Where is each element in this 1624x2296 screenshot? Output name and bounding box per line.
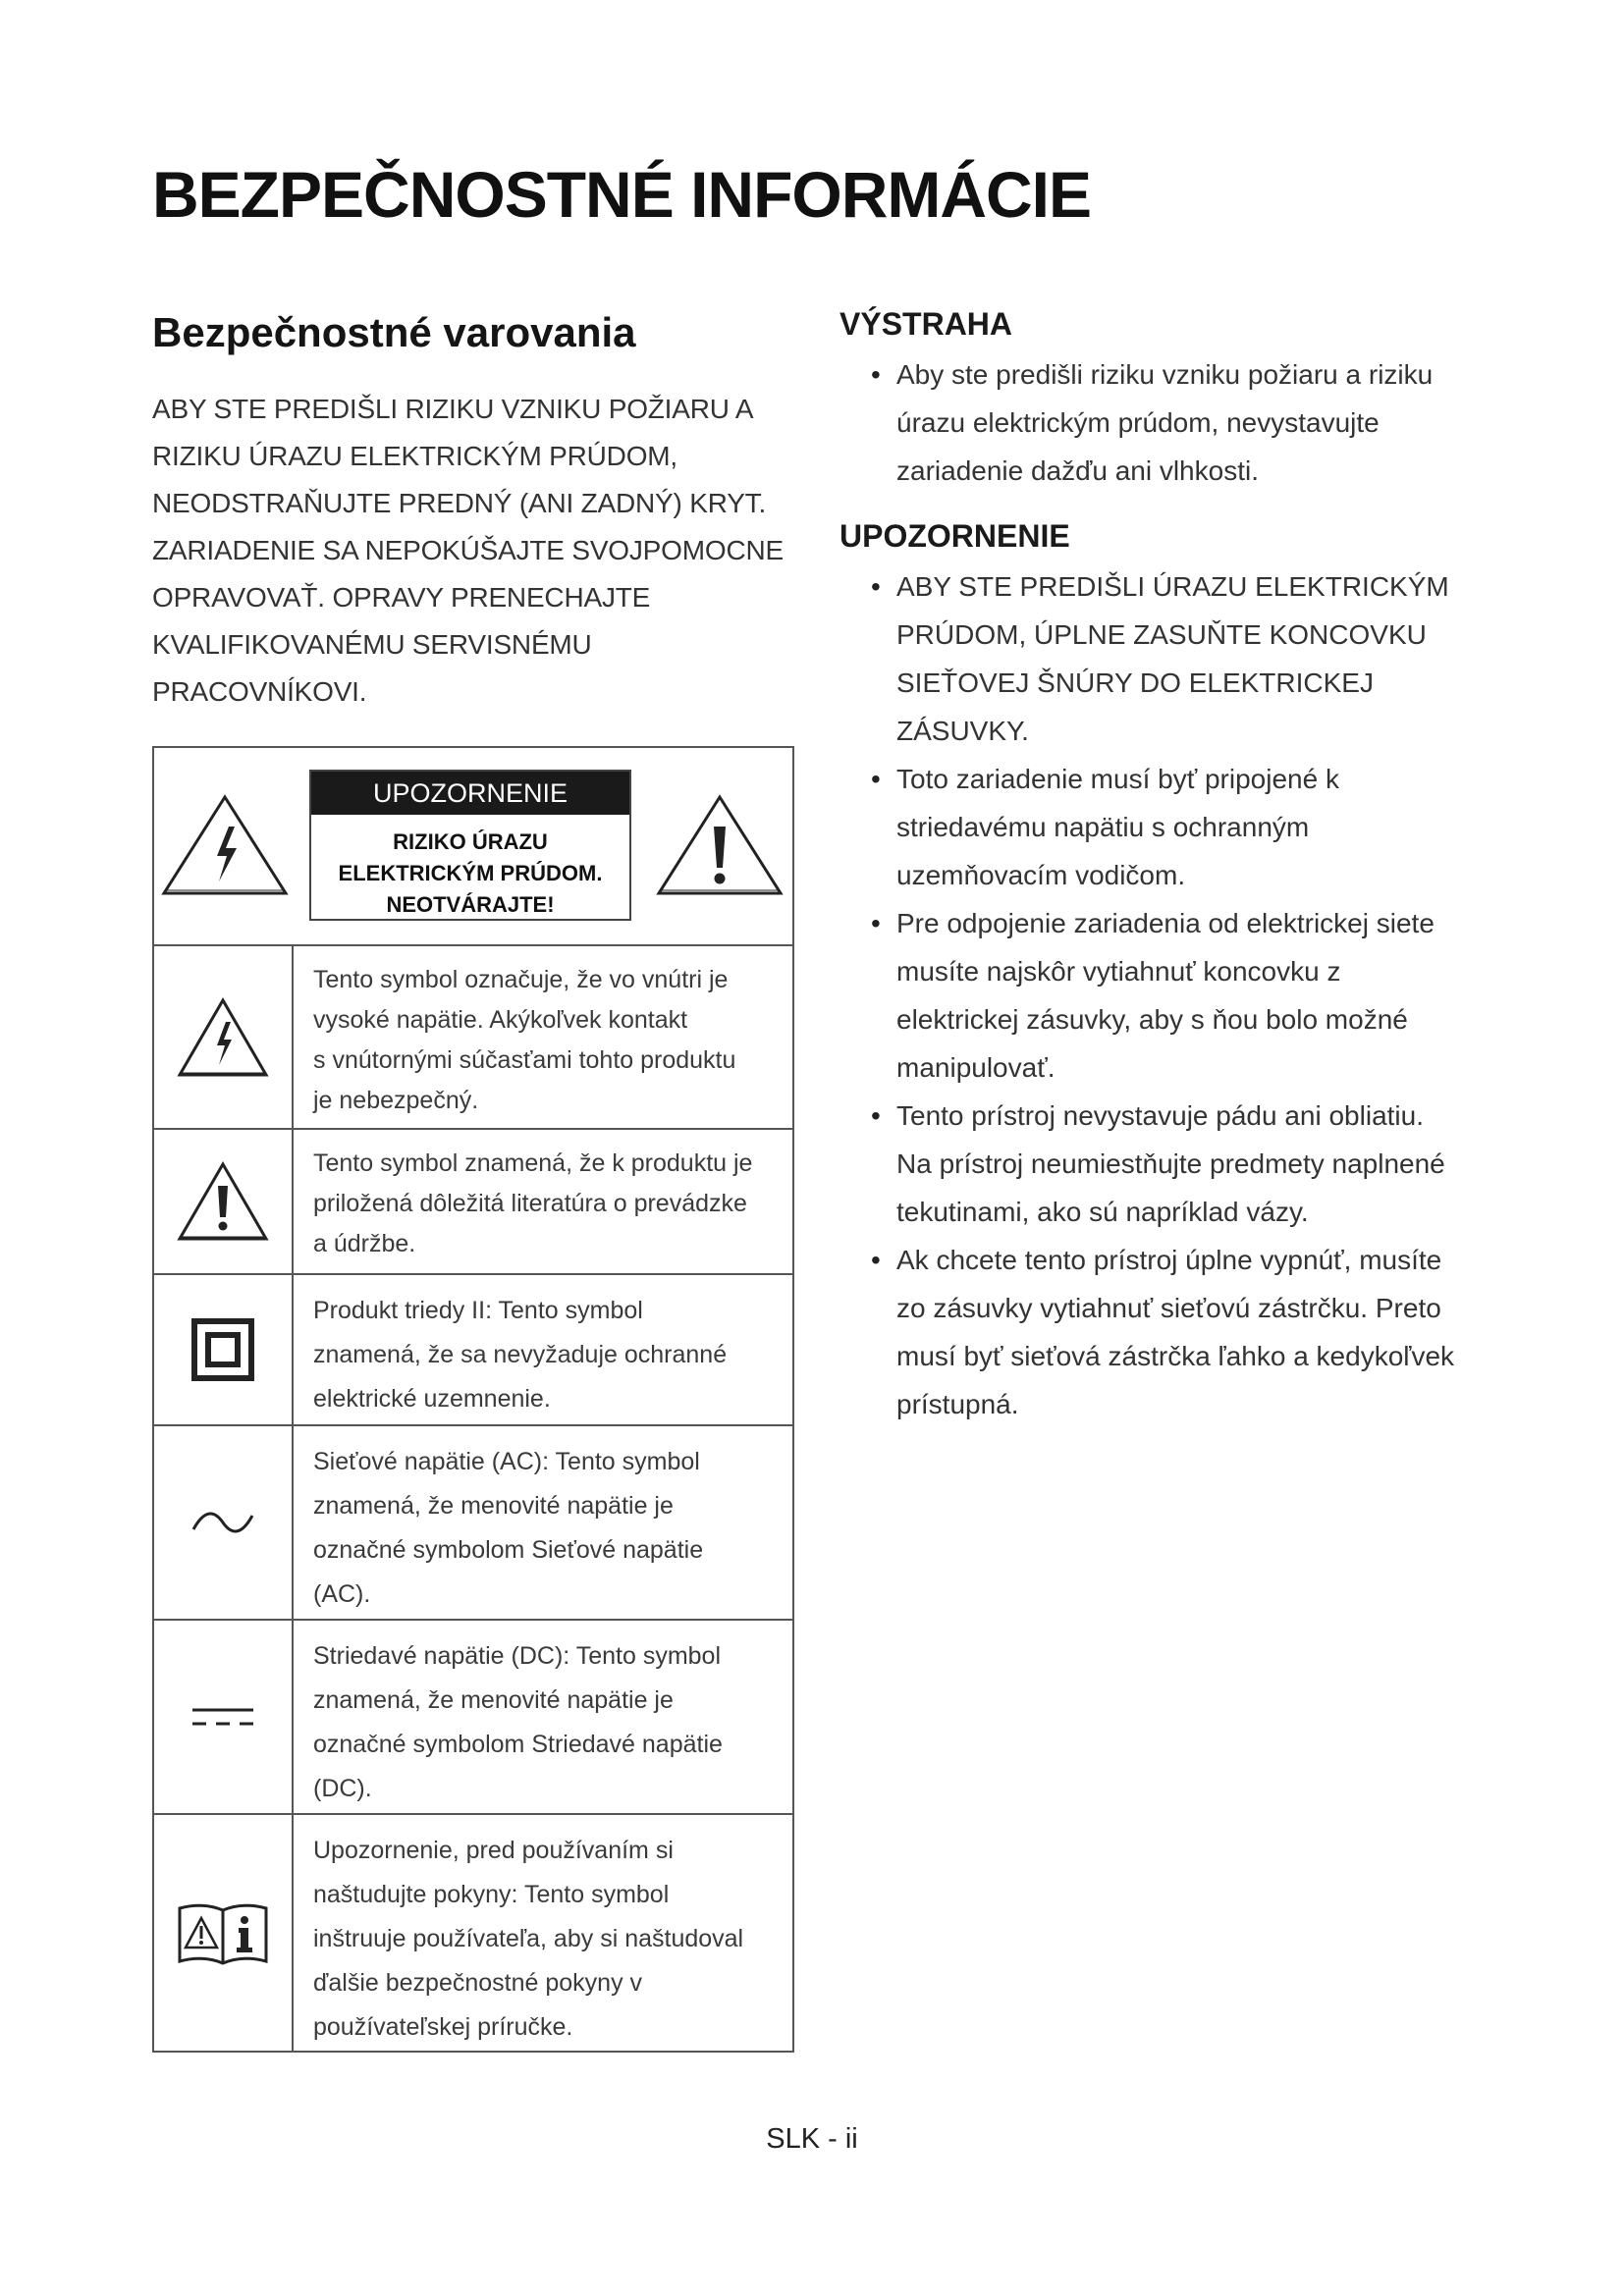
warning-line: ABY STE PREDIŠLI RIZIKU VZNIKU POŽIARU A bbox=[152, 394, 754, 424]
vystraha-list bbox=[839, 350, 1488, 495]
symbol-description-line: Upozornenie, pred používaním si bbox=[313, 1837, 674, 1864]
high-voltage-icon bbox=[176, 996, 270, 1079]
symbol-description-line: je nebezpečný. bbox=[313, 1087, 479, 1114]
symbol-description-line: Striedavé napätie (DC): Tento symbol bbox=[313, 1642, 722, 1670]
page-title: BEZPEČNOSTNÉ INFORMÁCIE bbox=[152, 158, 1092, 231]
symbol-description-line: znamená, že menovité napätie je bbox=[313, 1492, 674, 1520]
caution-line: RIZIKO ÚRAZU bbox=[393, 829, 548, 854]
list-item: • Toto zariadenie musí byť pripojené k striedavému napätiu s ochranným uzemňovacím vodičom. bbox=[879, 755, 1488, 899]
symbol-description-line: ďalšie bezpečnostné pokyny v bbox=[313, 1969, 643, 1997]
symbol-description-line: Sieťové napätie (AC): Tento symbol bbox=[313, 1448, 700, 1475]
warning-line: PRACOVNÍKOVI. bbox=[152, 676, 367, 707]
symbol-row-high-voltage bbox=[154, 946, 792, 1130]
warning-line: RIZIKU ÚRAZU ELEKTRICKÝM PRÚDOM, bbox=[152, 441, 677, 471]
symbol-row-dc bbox=[154, 1621, 792, 1815]
list-item: • Ak chcete tento prístroj úplne vypnúť, musíte zo zásuvky vytiahnuť sieťovú zástrčku. Preto musí byť sieťová zástrčka ľahko a kedykoľvek prístupná. bbox=[879, 1236, 1488, 1428]
symbol-description-line: Produkt triedy II: Tento symbol bbox=[313, 1297, 643, 1324]
symbol-description-line: elektrické uzemnenie. bbox=[313, 1385, 551, 1413]
caution-title: UPOZORNENIE bbox=[311, 772, 629, 815]
symbol-description-line: (AC). bbox=[313, 1580, 371, 1608]
symbol-description-line: Tento symbol znamená, že k produktu je bbox=[313, 1149, 753, 1177]
class-ii-icon bbox=[191, 1318, 254, 1381]
warning-line: OPRAVOVAŤ. OPRAVY PRENECHAJTE bbox=[152, 582, 651, 613]
safety-warning-text bbox=[152, 386, 800, 716]
exclamation-triangle-icon bbox=[176, 1160, 270, 1243]
dc-voltage-icon bbox=[190, 1705, 255, 1729]
symbol-row-ac bbox=[154, 1426, 792, 1621]
upozornenie-list bbox=[839, 562, 1488, 1428]
symbol-row-class-ii bbox=[154, 1275, 792, 1426]
symbol-description-line: inštruuje používateľa, aby si naštudoval bbox=[313, 1925, 744, 1952]
warning-line: ZARIADENIE SA NEPOKÚŠAJTE SVOJPOMOCNE bbox=[152, 535, 784, 565]
list-item: • Pre odpojenie zariadenia od elektrickej siete musíte najskôr vytiahnuť koncovku z elektrickej zásuvky, aby s ňou bolo možné manipulovať. bbox=[879, 899, 1488, 1092]
list-item: • Aby ste predišli riziku vzniku požiaru a riziku úrazu elektrickým prúdom, nevystavujte zariadenie dažďu ani vlhkosti. bbox=[879, 350, 1488, 495]
caution-box bbox=[309, 770, 631, 921]
vystraha-title: VÝSTRAHA bbox=[839, 306, 1013, 342]
high-voltage-icon bbox=[158, 791, 292, 899]
right-column bbox=[839, 306, 1488, 1428]
symbol-row-exclamation bbox=[154, 1130, 792, 1275]
symbol-description-line: a údržbe. bbox=[313, 1230, 416, 1257]
symbol-description-line: Tento symbol označuje, že vo vnútri je bbox=[313, 966, 729, 993]
exclamation-triangle-icon bbox=[653, 791, 786, 899]
upozornenie-title: UPOZORNENIE bbox=[839, 518, 1070, 554]
symbol-table bbox=[152, 746, 794, 2053]
symbol-description-line: znamená, že sa nevyžaduje ochranné bbox=[313, 1341, 728, 1368]
symbol-description-line: označné symbolom Striedavé napätie bbox=[313, 1731, 723, 1758]
read-manual-icon bbox=[176, 1898, 270, 1967]
warning-line: KVALIFIKOVANÉMU SERVISNÉMU bbox=[152, 629, 592, 660]
left-column bbox=[152, 309, 800, 716]
page-number: SLK - ii bbox=[766, 2123, 858, 2155]
list-item: • Tento prístroj nevystavuje pádu ani obliatiu. Na prístroj neumiestňujte predmety naplnené tekutinami, ako sú napríklad vázy. bbox=[879, 1092, 1488, 1236]
symbol-description-line: vysoké napätie. Akýkoľvek kontakt bbox=[313, 1006, 688, 1034]
symbol-description-line: s vnútornými súčasťami tohto produktu bbox=[313, 1046, 736, 1074]
symbol-description-line: (DC). bbox=[313, 1775, 372, 1802]
warning-line: NEODSTRAŇUJTE PREDNÝ (ANI ZADNÝ) KRYT. bbox=[152, 488, 767, 518]
symbol-description-line: označné symbolom Sieťové napätie bbox=[313, 1536, 704, 1564]
symbol-description-line: priložená dôležitá literatúra o prevádzke bbox=[313, 1190, 747, 1217]
list-item: • ABY STE PREDIŠLI ÚRAZU ELEKTRICKÝM PRÚDOM, ÚPLNE ZASUŇTE KONCOVKU SIEŤOVEJ ŠNÚRY DO ELEKTRICKEJ ZÁSUVKY. bbox=[879, 562, 1488, 755]
symbol-description-line: používateľskej príručke. bbox=[313, 2013, 573, 2041]
symbol-row-read-manual bbox=[154, 1815, 792, 2051]
symbol-table-header bbox=[154, 748, 792, 946]
section-title: Bezpečnostné varovania bbox=[152, 309, 636, 355]
ac-voltage-icon bbox=[190, 1508, 255, 1537]
caution-line: ELEKTRICKÝM PRÚDOM. bbox=[338, 861, 603, 885]
caution-line: NEOTVÁRAJTE! bbox=[386, 892, 555, 917]
symbol-description-line: naštudujte pokyny: Tento symbol bbox=[313, 1881, 670, 1908]
symbol-description-line: znamená, že menovité napätie je bbox=[313, 1686, 674, 1714]
